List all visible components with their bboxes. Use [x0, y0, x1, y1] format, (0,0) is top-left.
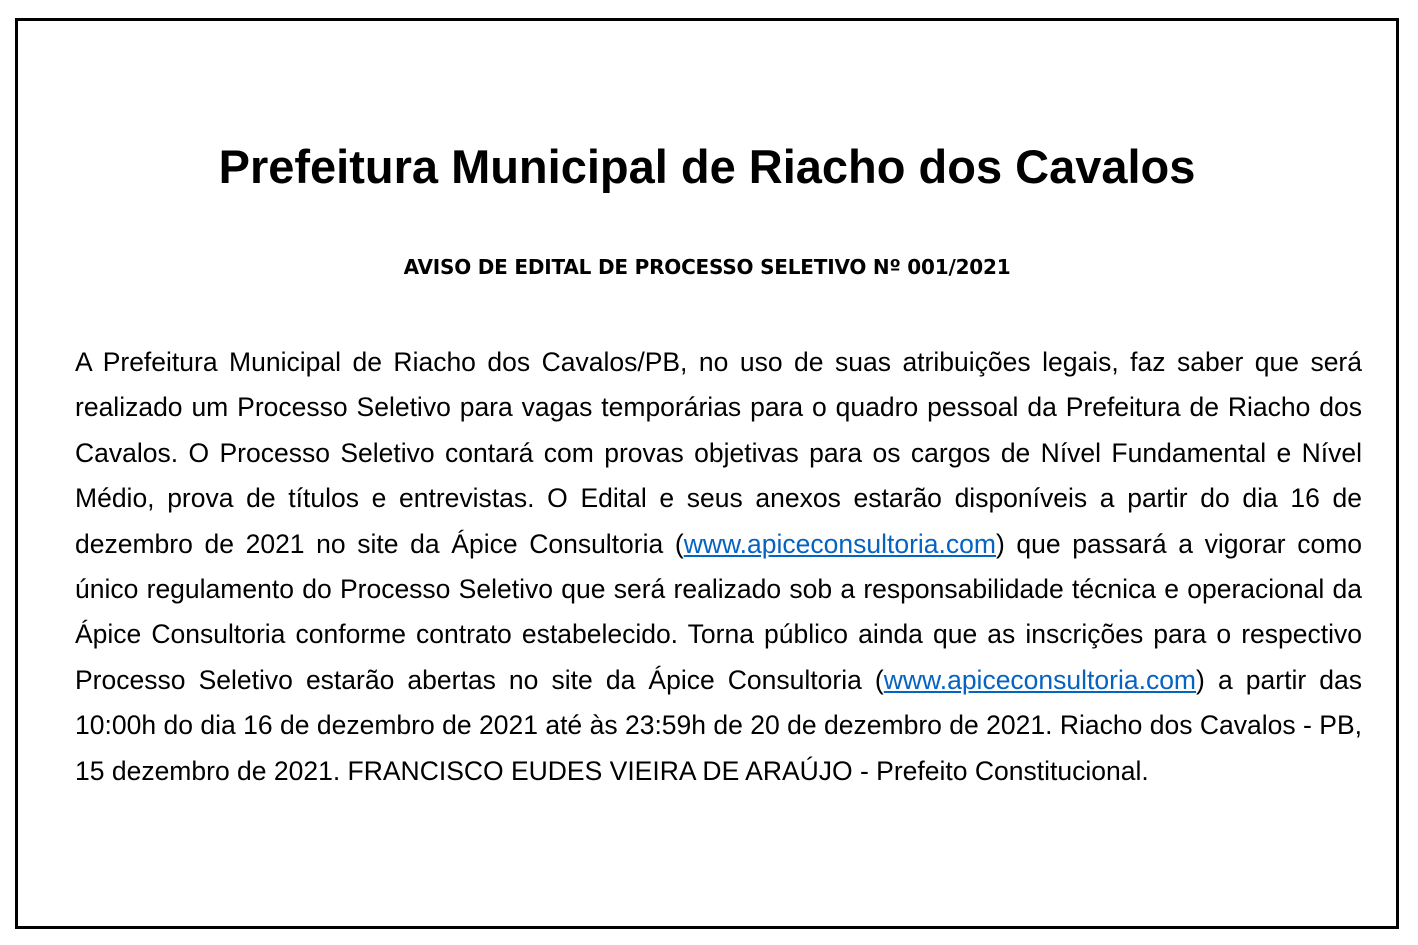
notice-body	[75, 340, 1362, 794]
body-text-part-2: ) que passará a vigorar como único regulamento do Processo Seletivo que será realizado sob a responsabilidade técnica e operacional da Ápice Consultoria conforme contrato estabelecido. Torna público ainda que as inscrições para o respectivo Processo Seletivo estarão abertas no site da Ápice Consultoria (	[75, 528, 1363, 695]
page-title: Prefeitura Municipal de Riacho dos Cavalos	[218, 140, 1196, 193]
apice-link-2[interactable]: www.apiceconsultoria.com	[883, 664, 1197, 695]
notice-subtitle: AVISO DE EDITAL DE PROCESSO SELETIVO Nº 001/2021	[403, 255, 1011, 279]
body-text-part-3: ) a partir das 10:00h do dia 16 de dezembro de 2021 até às 23:59h de 20 de dezembro de 2021. Riacho dos Cavalos - PB, 15 dezembro de 2021. FRANCISCO EUDES VIEIRA DE ARAÚJO - Prefeito Constitucional.	[75, 664, 1362, 786]
apice-link-1[interactable]: www.apiceconsultoria.com	[683, 528, 996, 559]
body-text-part-1: A Prefeitura Municipal de Riacho dos Cavalos/PB, no uso de suas atribuições legais, faz saber que será realizado um Processo Seletivo para vagas temporárias para o quadro pessoal da Prefeitura de Riacho dos Cavalos. O Processo Seletivo contará com provas objetivas para os cargos de Nível Fundamental e Nível Médio, prova de títulos e entrevistas. O Edital e seus anexos estarão disponíveis a partir do dia 16 de dezembro de 2021 no site da Ápice Consultoria (	[75, 347, 1362, 559]
